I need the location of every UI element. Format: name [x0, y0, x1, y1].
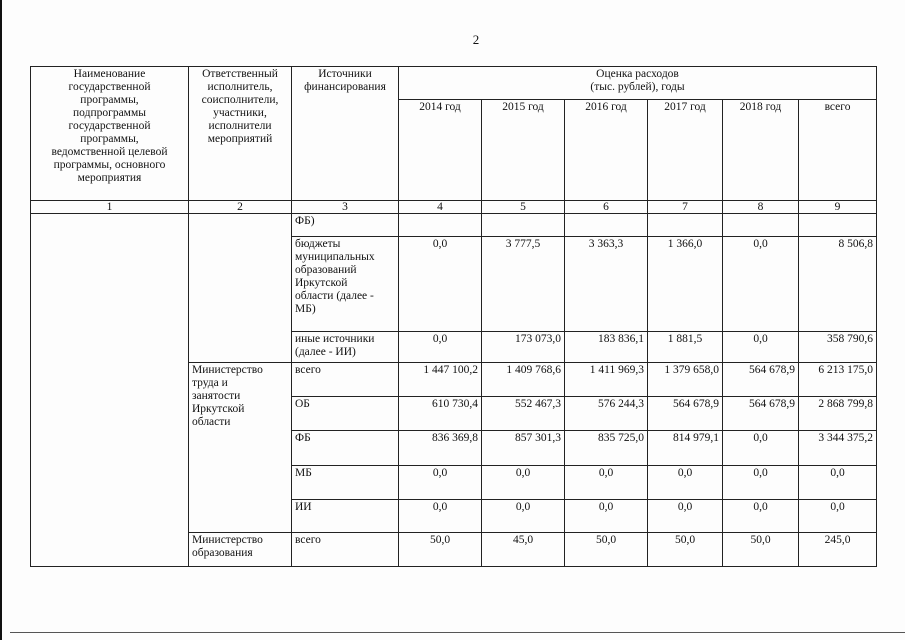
value-cell: 50,0	[399, 533, 482, 567]
value-cell: 3 363,3	[565, 237, 648, 332]
column-number: 4	[399, 201, 482, 214]
header-executor: Ответственный исполнитель, соисполнители, участники, исполнители мероприятий	[189, 67, 292, 201]
value-cell: 183 836,1	[565, 332, 648, 363]
value-cell: 1 366,0	[648, 237, 723, 332]
value-cell: 0,0	[399, 332, 482, 363]
value-cell: 1 379 658,0	[648, 363, 723, 397]
source-cell: ИИ	[292, 500, 399, 533]
source-cell: ОБ	[292, 397, 399, 431]
source-cell: всего	[292, 363, 399, 397]
value-cell	[799, 214, 877, 237]
value-cell: 0,0	[648, 466, 723, 500]
value-cell: 173 073,0	[482, 332, 565, 363]
header-year-2017: 2017 год	[648, 100, 723, 201]
value-cell: 0,0	[799, 466, 877, 500]
value-cell: 0,0	[723, 500, 799, 533]
program-cell	[31, 214, 189, 567]
value-cell: 564 678,9	[648, 397, 723, 431]
value-cell: 564 678,9	[723, 363, 799, 397]
source-cell: всего	[292, 533, 399, 567]
value-cell	[399, 214, 482, 237]
column-number: 2	[189, 201, 292, 214]
value-cell: 0,0	[399, 237, 482, 332]
value-cell: 564 678,9	[723, 397, 799, 431]
column-number: 6	[565, 201, 648, 214]
column-number: 1	[31, 201, 189, 214]
value-cell: 0,0	[482, 466, 565, 500]
value-cell: 3 344 375,2	[799, 431, 877, 466]
value-cell: 0,0	[399, 466, 482, 500]
header-total: всего	[799, 100, 877, 201]
value-cell: 0,0	[565, 500, 648, 533]
value-cell: 814 979,1	[648, 431, 723, 466]
column-number: 5	[482, 201, 565, 214]
header-year-2015: 2015 год	[482, 100, 565, 201]
column-number: 7	[648, 201, 723, 214]
executor-cell: Министерство образования	[189, 533, 292, 567]
value-cell: 50,0	[648, 533, 723, 567]
value-cell: 0,0	[723, 466, 799, 500]
value-cell: 0,0	[799, 500, 877, 533]
value-cell: 836 369,8	[399, 431, 482, 466]
value-cell: 857 301,3	[482, 431, 565, 466]
value-cell: 50,0	[565, 533, 648, 567]
value-cell: 1 411 969,3	[565, 363, 648, 397]
budget-table	[30, 66, 877, 567]
header-row-1	[31, 67, 877, 100]
value-cell: 45,0	[482, 533, 565, 567]
value-cell: 358 790,6	[799, 332, 877, 363]
value-cell: 1 409 768,6	[482, 363, 565, 397]
value-cell: 0,0	[723, 332, 799, 363]
value-cell: 0,0	[565, 466, 648, 500]
value-cell: 2 868 799,8	[799, 397, 877, 431]
value-cell: 576 244,3	[565, 397, 648, 431]
header-year-2016: 2016 год	[565, 100, 648, 201]
source-cell: ФБ)	[292, 214, 399, 237]
header-year-2018: 2018 год	[723, 100, 799, 201]
value-cell: 0,0	[723, 431, 799, 466]
column-number: 8	[723, 201, 799, 214]
value-cell: 1 881,5	[648, 332, 723, 363]
value-cell: 0,0	[723, 237, 799, 332]
scan-edge-bottom	[10, 632, 905, 633]
value-cell: 835 725,0	[565, 431, 648, 466]
value-cell: 6 213 175,0	[799, 363, 877, 397]
value-cell	[482, 214, 565, 237]
value-cell: 1 447 100,2	[399, 363, 482, 397]
value-cell: 245,0	[799, 533, 877, 567]
value-cell: 0,0	[482, 500, 565, 533]
page-number: 2	[472, 32, 480, 47]
executor-cell: Министерство труда и занятости Иркутской области	[189, 363, 292, 533]
column-number: 3	[292, 201, 399, 214]
value-cell: 552 467,3	[482, 397, 565, 431]
table-row	[31, 214, 877, 237]
value-cell	[648, 214, 723, 237]
value-cell: 8 506,8	[799, 237, 877, 332]
header-year-2014: 2014 год	[399, 100, 482, 201]
value-cell: 610 730,4	[399, 397, 482, 431]
source-cell: бюджеты муниципальных образований Иркутской области (далее - МБ)	[292, 237, 399, 332]
column-number: 9	[799, 201, 877, 214]
header-program: Наименование государственной программы, подпрограммы государственной программы, ведомственной целевой программы, основного мероприятия	[31, 67, 189, 201]
header-expenses: Оценка расходов (тыс. рублей), годы	[399, 67, 877, 100]
value-cell	[565, 214, 648, 237]
value-cell: 0,0	[399, 500, 482, 533]
value-cell: 50,0	[723, 533, 799, 567]
source-cell: ФБ	[292, 431, 399, 466]
executor-cell	[189, 214, 292, 363]
column-numbers-row	[31, 201, 877, 214]
scan-edge-left	[0, 0, 2, 640]
value-cell	[723, 214, 799, 237]
value-cell: 0,0	[648, 500, 723, 533]
value-cell: 3 777,5	[482, 237, 565, 332]
source-cell: МБ	[292, 466, 399, 500]
source-cell: иные источники (далее - ИИ)	[292, 332, 399, 363]
header-sources: Источники финансирования	[292, 67, 399, 201]
